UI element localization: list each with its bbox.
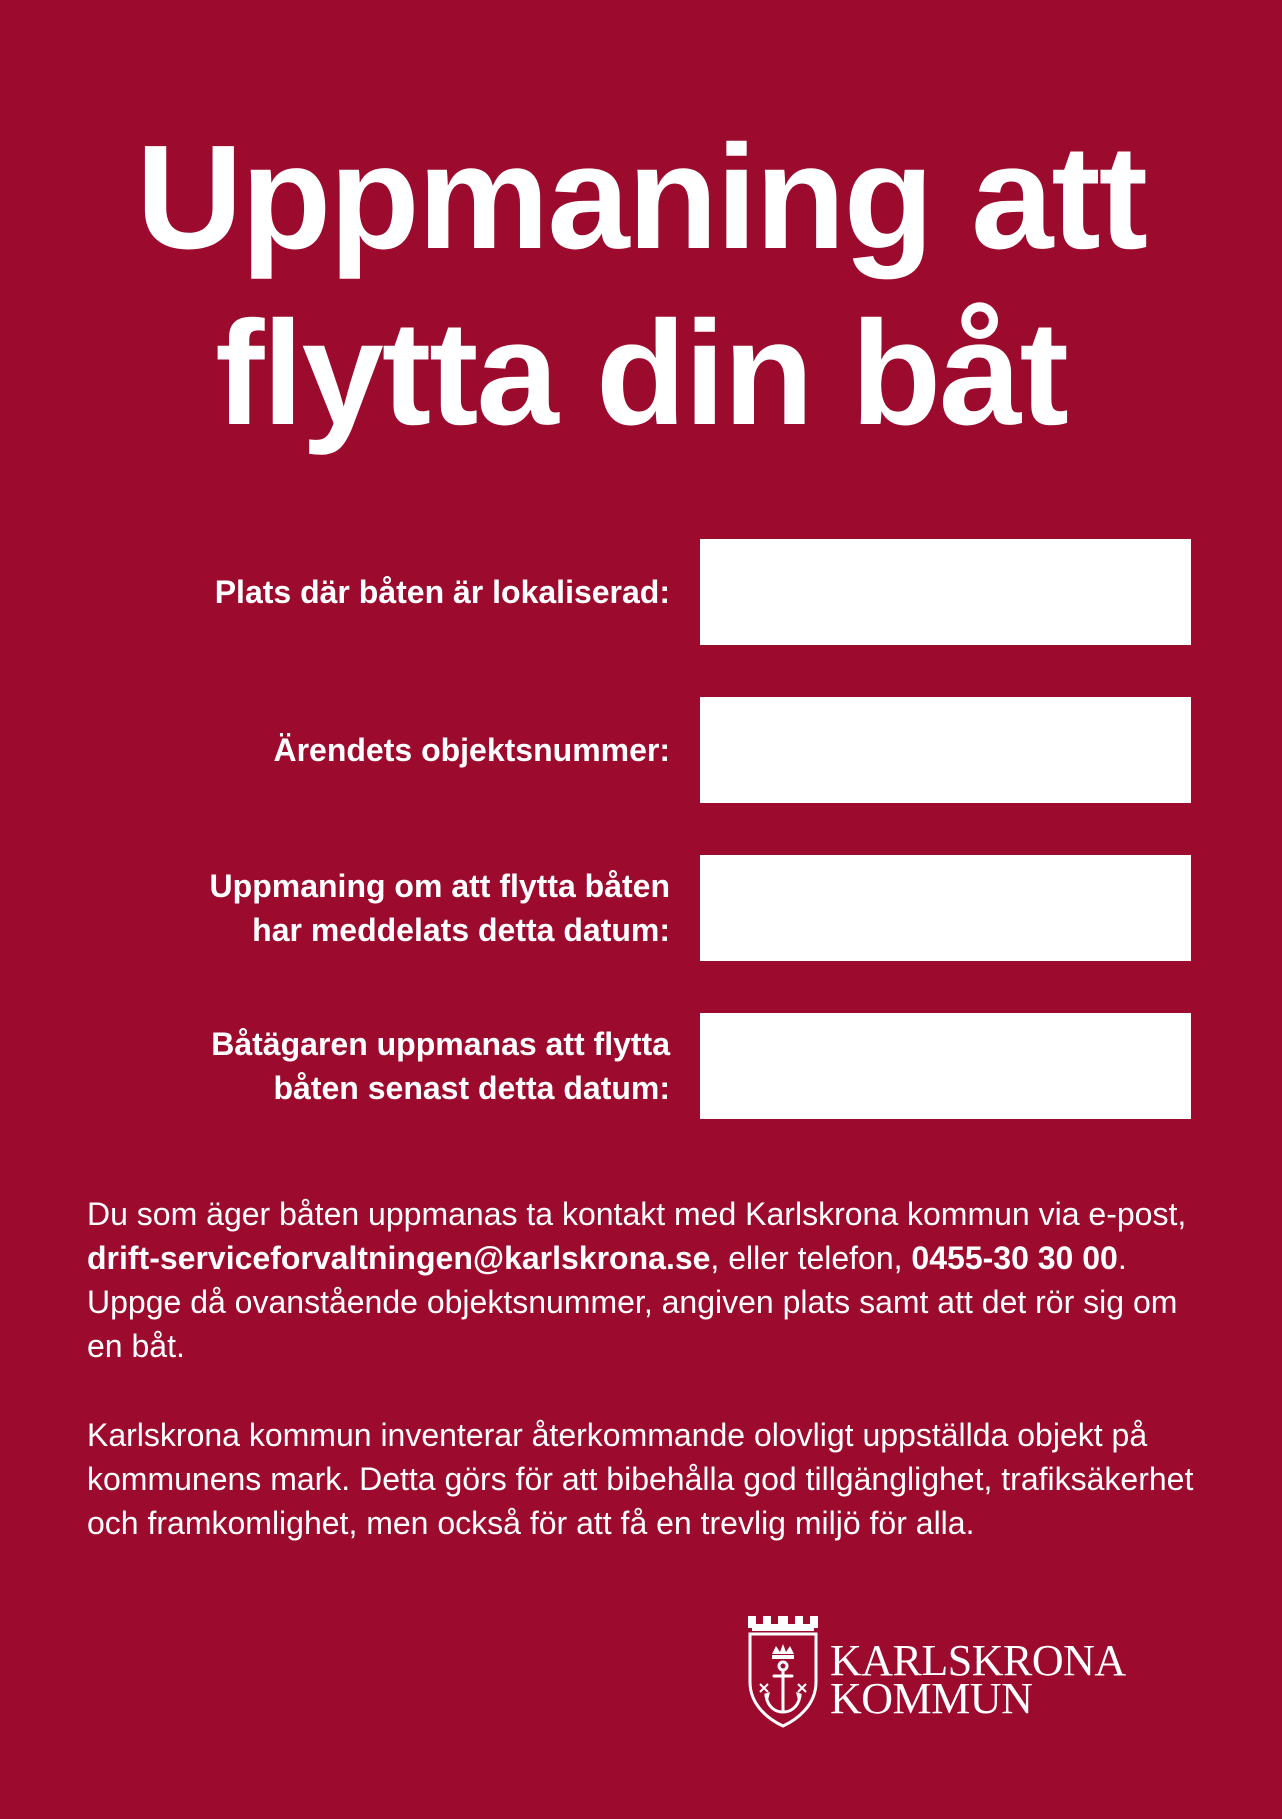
- form-row-case-number: [0, 697, 1282, 803]
- deadline-date-field[interactable]: [700, 1013, 1191, 1119]
- location-label: Plats där båten är lokaliserad:: [214, 574, 670, 610]
- page-title: [0, 110, 1282, 462]
- contact-email[interactable]: drift-serviceforvaltningen@karlskrona.se: [87, 1240, 711, 1276]
- logo-wordmark: KARLSKRONA KOMMUN: [830, 1636, 1126, 1723]
- case-number-field[interactable]: [700, 697, 1191, 803]
- notified-date-label: Uppmaning om att flytta båten har meddelats detta datum:: [209, 868, 670, 948]
- form-row-notified-date: [0, 855, 1282, 961]
- case-number-label: Ärendets objektsnummer:: [273, 732, 670, 768]
- location-field[interactable]: [700, 539, 1191, 645]
- notified-date-field[interactable]: [700, 855, 1191, 961]
- karlskrona-kommun-logo: [746, 1614, 1196, 1732]
- deadline-date-label: Båtägaren uppmanas att flytta båten senast detta datum:: [211, 1026, 670, 1106]
- form-row-deadline-date: [0, 1013, 1282, 1119]
- info-paragraph: Karlskrona kommun inventerar återkommande olovligt uppställda objekt på kommunens mark. Detta görs för att bibehålla god tillgänglighet, trafiksäkerhet och framkomlighet, men också för att få en trevlig miljö för alla.: [87, 1417, 1194, 1541]
- title-line-1: Uppmaning att: [136, 115, 1146, 280]
- form-row-location: [0, 539, 1282, 645]
- castle-anchor-crest-icon: [746, 1614, 820, 1730]
- contact-phone[interactable]: 0455-30 30 00: [911, 1240, 1118, 1276]
- title-line-2: flytta din båt: [215, 291, 1067, 456]
- contact-paragraph: Du som äger båten uppmanas ta kontakt med Karlskrona kommun via e-post, drift-serviceforvaltningen@karlskrona.se, eller telefon, 0455-30 30 00. Uppge då ovanstående objektsnummer, angiven plats samt att det rör sig om en båt.: [87, 1196, 1187, 1364]
